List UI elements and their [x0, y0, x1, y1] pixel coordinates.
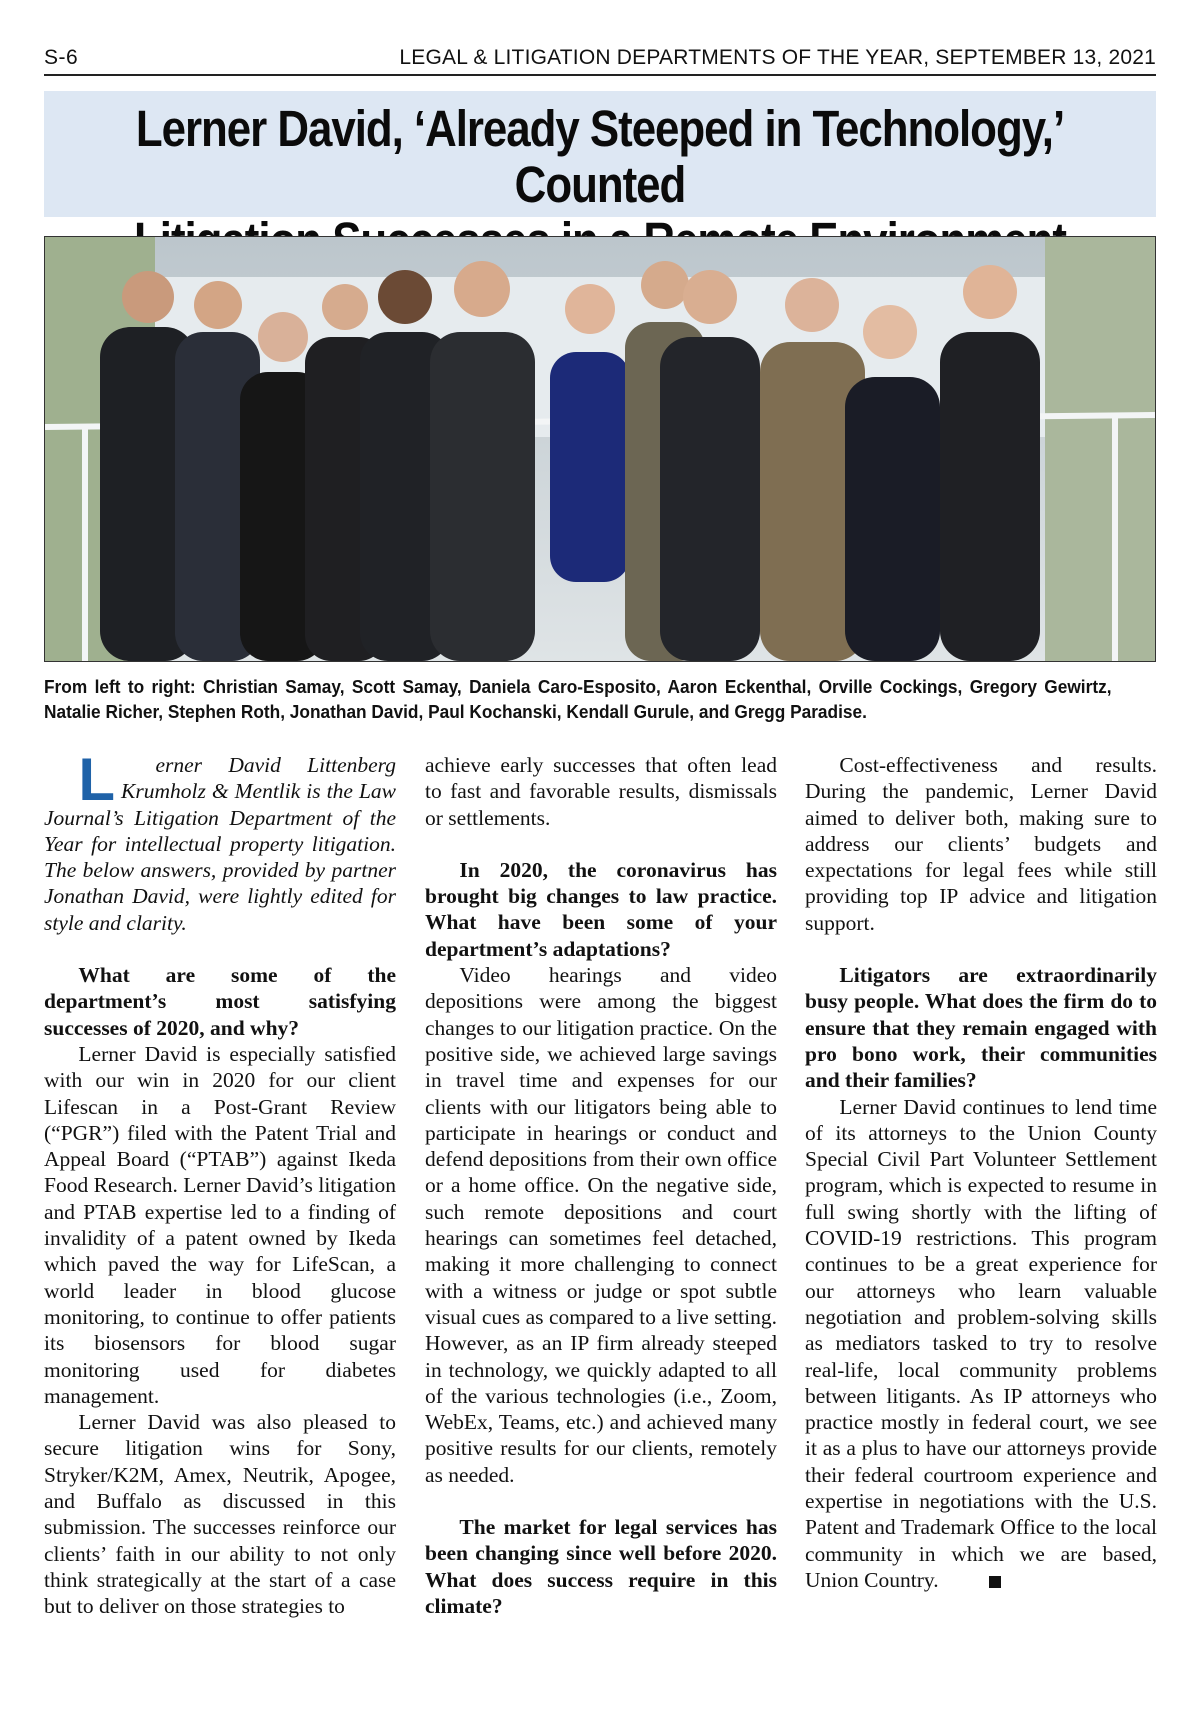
end-of-article-mark: [989, 1576, 1001, 1588]
group-photo: [44, 236, 1156, 662]
answer-4: [805, 1094, 1157, 1594]
intro-text: erner David Littenberg Krumholz & Mentlik is the Law Journal’s Litigation Department of the Year for intellectual property litigation. The below answers, provided by partner Jonathan David, were lightly edited for style and clarity.: [44, 753, 396, 935]
question-3: The market for legal services has been changing since well before 2020. What does success require in this climate?: [425, 1515, 777, 1618]
question-1: What are some of the department’s most satisfying successes of 2020, and why?: [44, 963, 396, 1040]
running-header: [44, 44, 1156, 76]
column-3: [805, 752, 1157, 1593]
title-box: [44, 91, 1156, 217]
group-photo-illustration: [45, 237, 1155, 661]
answer-1-paragraph-1: Lerner David is especially satisfied with our win in 2020 for our client Lifescan in a Post-Grant Review (“PGR”) filed with the Patent Trial and Appeal Board (“PTAB”) against Ikeda Food Research. Lerner David’s litigation and PTAB expertise led to a finding of invalidity of a patent owned by Ikeda which paved the way for LifeScan, a world leader in blood glucose monitoring, to continue to offer patients its biosensors for blood sugar monitoring used for diabetes management.: [44, 1041, 396, 1408]
question-2: In 2020, the coronavirus has brought big changes to law practice. What have been some of your department’s adaptations?: [425, 857, 777, 961]
page-number: S-6: [44, 46, 79, 69]
intro-paragraph: [44, 746, 396, 936]
title-line-1: Lerner David, ‘Already Steeped in Technology,’ Counted: [135, 100, 1065, 213]
question-4: Litigators are extraordinarily busy people. What does the firm do to ensure that they remain engaged with pro bono work, their communities and their families?: [805, 963, 1157, 1093]
answer-2: Video hearings and video depositions were among the biggest changes to our litigation practice. On the positive side, we achieved large savings in travel time and expenses for our clients with our litigators being able to participate in hearings or conduct and defend depositions from their own office or a home office. On the negative side, such remote depositions and court hearings can sometimes feel detached, making it more challenging to connect with a witness or judge or spot subtle visual cues as compared to a live setting. However, as an IP firm already steeped in technology, we quickly adapted to all of the various technologies (i.e., Zoom, WebEx, Teams, etc.) and achieved many positive results for our clients, remotely as needed.: [425, 963, 777, 1487]
answer-1-continued: achieve early successes that often lead to fast and favorable results, dismissals or settlements.: [425, 753, 777, 830]
column-1: [44, 746, 396, 1620]
running-head: LEGAL & LITIGATION DEPARTMENTS OF THE YEAR, SEPTEMBER 13, 2021: [399, 46, 1156, 69]
answer-3: Cost-effectiveness and results. During the pandemic, Lerner David aimed to deliver both, making sure to address our clients’ budgets and expectations for legal fees while still providing top IP advice and litigation support.: [805, 753, 1157, 935]
column-2: [425, 752, 777, 1619]
drop-cap: L: [78, 746, 116, 813]
answer-1-paragraph-2: Lerner David was also pleased to secure litigation wins for Sony, Stryker/K2M, Amex, Neutrik, Apogee, and Buffalo as discussed in this submission. The successes reinforce our clients’ faith in our ability to not only think strategically at the start of a case but to deliver on those strategies to: [44, 1410, 396, 1619]
photo-caption: From left to right: Christian Samay, Scott Samay, Daniela Caro-Esposito, Aaron Eckenthal, Orville Cockings, Gregory Gewirtz, Natalie Richer, Stephen Roth, Jonathan David, Paul Kochanski, Kendall Gurule, and Gregg Paradise.: [44, 677, 1112, 722]
answer-4-text: Lerner David continues to lend time of its attorneys to the Union County Special Civil Part Volunteer Settlement program, which is expected to resume in full swing shortly with the lifting of COVID-19 restrictions. This program continues to be a great experience for our attorneys who learn valuable negotiation and problem-solving skills as mediators tasked to try to resolve real-life, local community problems between litigants. As IP attorneys who practice mostly in federal court, we see it as a plus to have our attorneys provide their federal courtroom experience and expertise in negotiations with the U.S. Patent and Trademark Office to the local community in which we are based, Union Country.: [805, 1094, 1157, 1592]
